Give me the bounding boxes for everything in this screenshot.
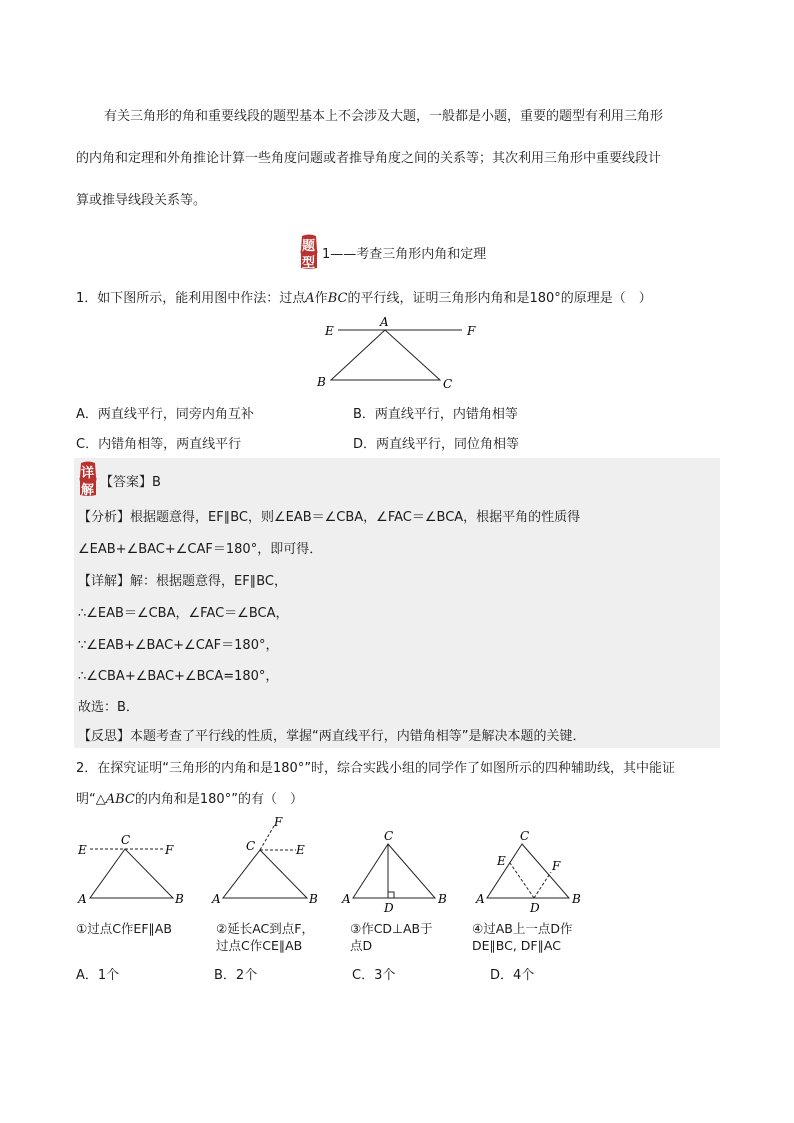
solution-badge-char-1: 详 (81, 466, 95, 481)
q2-fig2-label-e: E (296, 843, 305, 857)
q2-stem-line-2 (76, 788, 303, 807)
q2-caption-1-line-1: ①过点C作EF∥AB (76, 921, 172, 936)
solution-reflect: 【反思】本题考查了平行线的性质，掌握“两直线平行，内错角相等”是解决本题的关键． (78, 729, 586, 744)
q1-stem-c: 的平行线，证明三角形内角和是180°的原理是（ ） (347, 291, 652, 306)
q1-option-d: D．两直线平行，同位角相等 (353, 437, 520, 452)
q1-point-a: A (305, 291, 315, 306)
q2-fig3-label-c: C (384, 830, 394, 843)
section-badge-char-2: 型 (302, 256, 316, 271)
q1-label-e: E (325, 324, 334, 338)
q2-fig3-label-d: D (384, 901, 394, 915)
q2-fig4-dashed-de (510, 863, 534, 898)
q1-label-a: A (380, 315, 389, 329)
solution-answer: 【答案】B (100, 475, 161, 490)
q2-option-c: C．3个 (352, 968, 396, 983)
solution-detail-line-1: 【详解】解：根据题意得，EF∥BC， (78, 574, 287, 589)
q1-stem (76, 287, 652, 306)
q1-triangle (331, 330, 440, 380)
q1-figure (310, 314, 490, 394)
q2-fig1-label-a: A (78, 892, 87, 906)
q2-fig3-label-b: B (438, 892, 447, 906)
q2-caption-3 (350, 920, 433, 954)
q2-fig1-label-f: F (165, 843, 174, 857)
solution-detail-line-3: ∵∠EAB+∠BAC+∠CAF＝180°， (78, 638, 279, 653)
q2-figure-1 (70, 830, 190, 910)
q1-label-b: B (317, 375, 326, 389)
q2-caption-3-line-1: ③作CD⊥AB于 (350, 921, 433, 936)
q2-fig4-label-b: B (572, 892, 581, 906)
q2-fig1-label-b: B (175, 892, 184, 906)
q2-caption-4-line-2: DE∥BC, DF∥AC (472, 938, 561, 953)
q1-stem-a: 1．如下图所示，能利用图中作法：过点 (76, 291, 306, 306)
q1-label-c: C (443, 377, 453, 391)
q2-fig2-label-c: C (246, 839, 256, 853)
q2-figure-4 (472, 830, 592, 916)
q2-stem-2c: 的内角和是180°”的有（ ） (134, 792, 303, 807)
q2-fig1-label-c: C (121, 833, 131, 847)
q2-caption-2-line-1: ②延长AC到点F， (216, 921, 314, 936)
section-badge-char-1: 题 (302, 239, 316, 254)
q2-caption-4 (472, 920, 572, 954)
q1-label-f: F (467, 324, 476, 338)
solution-analysis-line-2: ∠EAB+∠BAC+∠CAF＝180°，即可得． (78, 542, 323, 557)
q2-fig4-label-e: E (497, 854, 506, 868)
solution-detail-line-4: ∴∠CBA+∠BAC+∠BCA=180°， (78, 669, 279, 684)
intro-line-1: 有关三角形的角和重要线段的题型基本上不会涉及大题，一般都是小题，重要的题型有利用三角形 (104, 109, 664, 124)
q2-fig2-label-b: B (309, 892, 318, 906)
q2-fig4-label-d: D (530, 901, 540, 915)
q2-option-a: A．1个 (76, 968, 120, 983)
q2-fig2-dashed-cf (260, 826, 274, 850)
section-title: 1——考查三角形内角和定理 (322, 247, 487, 262)
solution-detail-line-2: ∴∠EAB＝∠CBA，∠FAC＝∠BCA， (78, 606, 289, 621)
q2-option-b: B．2个 (214, 968, 258, 983)
q2-fig4-label-f: F (552, 859, 561, 873)
q2-triangle-abc: △ABC (95, 792, 135, 807)
intro-line-3: 算或推导线段关系等。 (76, 193, 207, 208)
q2-stem-line-1: 2．在探究证明“三角形的内角和是180°”时，综合实践小组的同学作了如图所示的四种辅助线，其中能证 (76, 761, 676, 776)
solution-badge-icon (78, 461, 98, 497)
q2-fig3-label-a: A (342, 892, 351, 906)
q2-fig1-label-e: E (78, 843, 87, 857)
intro-line-2: 的内角和定理和外角推论计算一些角度问题或者推导角度之间的关系等；其次利用三角形中重要线段计 (76, 151, 662, 166)
solution-badge-char-2: 解 (81, 483, 95, 498)
q1-segment-bc: BC (327, 291, 348, 306)
q2-caption-2-line-2: 过点C作CE∥AB (216, 938, 303, 953)
q2-figure-2 (208, 812, 328, 910)
solution-analysis-line-1: 【分析】根据题意得，EF∥BC，则∠EAB＝∠CBA，∠FAC＝∠BCA，根据平角的性质得 (78, 510, 581, 525)
q2-caption-1 (76, 920, 172, 937)
q2-fig3-triangle (353, 844, 435, 898)
q2-fig2-label-a: A (212, 892, 221, 906)
q1-option-a: A．两直线平行，同旁内角互补 (76, 407, 254, 422)
q2-fig4-label-c: C (520, 830, 530, 843)
q2-figure-3 (338, 830, 458, 916)
q2-fig4-dashed-df (534, 872, 551, 898)
q2-fig4-label-a: A (476, 892, 485, 906)
q2-fig2-label-f: F (274, 815, 283, 829)
q2-caption-3-line-2: 点D (350, 938, 373, 953)
q2-fig3-right-angle-mark (388, 892, 394, 898)
q2-option-d: D．4个 (490, 968, 535, 983)
q1-option-b: B．两直线平行，内错角相等 (353, 407, 518, 422)
q1-option-c: C．内错角相等，两直线平行 (76, 437, 242, 452)
q2-fig2-triangle (223, 850, 307, 898)
q2-caption-2 (216, 920, 314, 954)
q2-stem-2a: 明“ (76, 792, 96, 807)
q1-stem-b: 作 (314, 291, 328, 306)
q2-caption-4-line-1: ④过AB上一点D作 (472, 921, 573, 936)
q2-fig1-triangle (90, 849, 173, 898)
solution-choose: 故选：B． (78, 700, 139, 715)
section-badge-icon (299, 234, 319, 270)
